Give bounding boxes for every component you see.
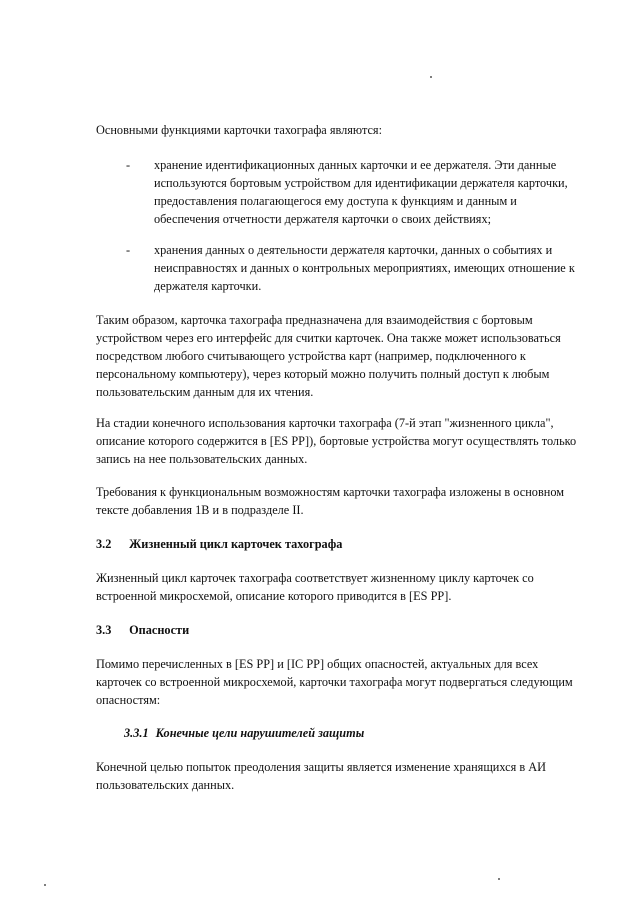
section-number: 3.2 <box>96 537 112 551</box>
subsection-title: Конечные цели нарушителей защиты <box>155 726 365 740</box>
section-heading-3-3 <box>96 621 189 639</box>
list-item <box>96 241 586 295</box>
bullet-dash: - <box>126 158 131 172</box>
bullet-dash: - <box>126 243 131 257</box>
section-heading-3-2 <box>96 535 342 553</box>
scan-speck <box>44 884 46 886</box>
section-title: Жизненный цикл карточек тахографа <box>129 537 343 551</box>
scan-speck <box>498 878 500 880</box>
scan-speck <box>430 76 432 78</box>
bullet-text: хранения данных о деятельности держателя карточки, данных о событиях и неисправностях и данных о контрольных мероприятиях, имеющих отношение к держателя карточки. <box>154 243 575 293</box>
body-paragraph: Помимо перечисленных в [ES PP] и [IC PP] общих опасностей, актуальных для всех карточек со встроенной микросхемой, карточки тахографа могут подвергаться следующим опасностям: <box>96 657 573 707</box>
section-title: Опасности <box>129 623 190 637</box>
body-paragraph: На стадии конечного использования карточки тахографа (7-й этап "жизненного цикла", описание которого содержится в [ES PP]), бортовые устройства могут осуществлять только запись на нее пользовательских данных. <box>96 416 577 466</box>
subsection-number: 3.3.1 <box>124 726 149 740</box>
subsection-heading-3-3-1 <box>124 724 364 742</box>
intro-paragraph: Основными функциями карточки тахографа являются: <box>96 123 382 137</box>
body-paragraph: Жизненный цикл карточек тахографа соответствует жизненному циклу карточек со встроенной микросхемой, описание которого приводится в [ES PP]. <box>96 571 534 603</box>
body-paragraph: Конечной целью попыток преодоления защиты является изменение хранящихся в АИ пользовательских данных. <box>96 760 547 792</box>
list-item <box>96 156 586 228</box>
body-paragraph: Таким образом, карточка тахографа предназначена для взаимодействия с бортовым устройством через его интерфейс для считки карточек. Она также может использоваться посредством любого считывающего устройства карт (например, подключенного к персональному компьютеру), через который можно получить полный доступ к любым пользовательским данным для их чтения. <box>96 313 561 399</box>
body-paragraph: Требования к функциональным возможностям карточки тахографа изложены в основном тексте добавления 1В и в подразделе II. <box>96 485 565 517</box>
bullet-text: хранение идентификационных данных карточки и ее держателя. Эти данные используются бортовым устройством для идентификации держателя карточки, предоставления полагающегося ему доступа к функциям и данным и обеспечения отчетности держателя карточки о своих действиях; <box>154 158 568 226</box>
section-number: 3.3 <box>96 623 112 637</box>
